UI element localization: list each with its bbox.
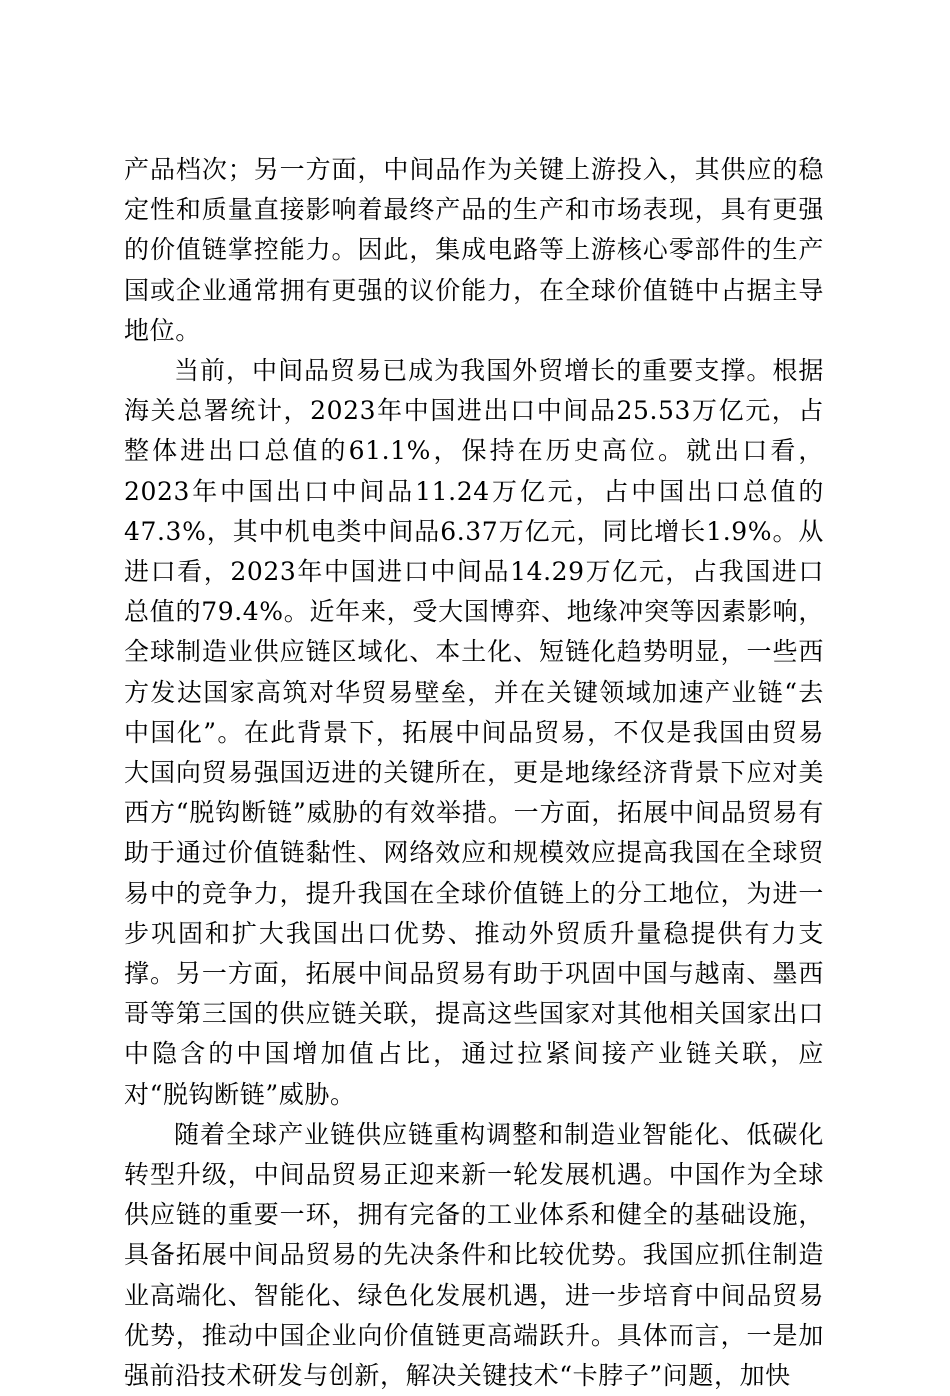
paragraph-development-opportunities: 随着全球产业链供应链重构调整和制造业智能化、低碳化转型升级，中间品贸易正迎来新一轮发展机遇。中国作为全球供应链的重要一环，拥有完备的工业体系和健全的基础设施，具备拓展中间品贸易的先决条件和比较优势。我国应抓住制造业高端化、智能化、绿色化发展机遇，进一步培育中间品贸易优势，推动中国企业向价值链更高端跃升。具体而言，一是加强前沿技术研发与创新，解决关键技术“卡脖子”问题，加快 — [124, 1119, 824, 1391]
paragraph-intermediate-goods-trade-support: 当前，中间品贸易已成为我国外贸增长的重要支撑。根据海关总署统计，2023年中国进出口中间品25.53万亿元，占整体进出口总值的61.1%，保持在历史高位。就出口看，2023年中国出口中间品11.24万亿元，占中国出口总值的47.3%，其中机电类中间品6.37万亿元，同比增长1.9%。从进口看，2023年中国进口中间品14.29万亿元，占我国进口总值的79.4%。近年来，受大国博弈、地缘冲突等因素影响，全球制造业供应链区域化、本土化、短链化趋势明显，一些西方发达国家高筑对华贸易壁垒，并在关键领域加速产业链“去中国化”。在此背景下，拓展中间品贸易，不仅是我国由贸易大国向贸易强国迈进的关键所在，更是地缘经济背景下应对美西方“脱钩断链”威胁的有效举措。一方面，拓展中间品贸易有助于通过价值链黏性、网络效应和规模效应提高我国在全球贸易中的竞争力，提升我国在全球价值链上的分工地位，为进一步巩固和扩大我国出口优势、推动外贸质升量稳提供有力支撑。另一方面，拓展中间品贸易有助于巩固中国与越南、墨西哥等第三国的供应链关联，提高这些国家对其他相关国家出口中隐含的中国增加值占比，通过拉紧间接产业链关联，应对“脱钩断链”威胁。 — [124, 356, 824, 1109]
paragraph-continuation: 产品档次；另一方面，中间品作为关键上游投入，其供应的稳定性和质量直接影响着最终产品的生产和市场表现，具有更强的价值链掌控能力。因此，集成电路等上游核心零部件的生产国或企业通常拥有更强的议价能力，在全球价值链中占据主导地位。 — [124, 155, 824, 345]
document-body — [124, 150, 824, 1396]
